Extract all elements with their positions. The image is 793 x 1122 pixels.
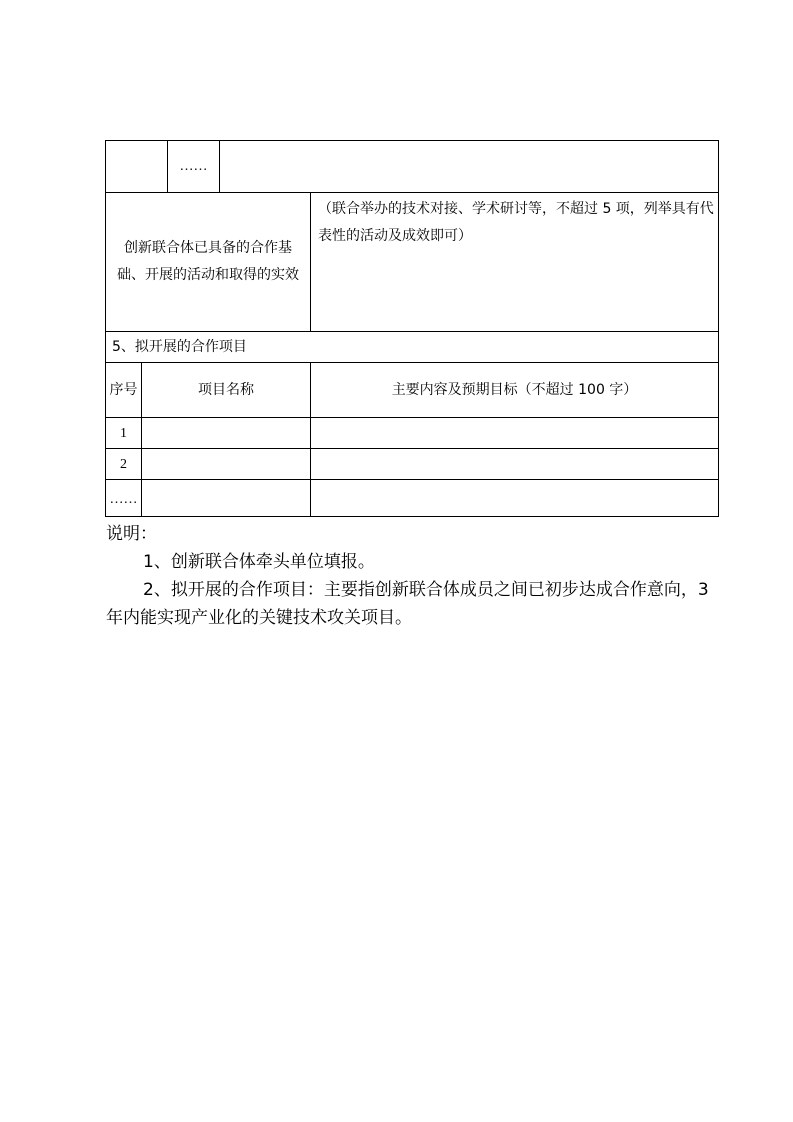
section5-row bbox=[106, 332, 719, 363]
row-content-cell[interactable] bbox=[311, 480, 719, 517]
row-index: 1 bbox=[106, 418, 142, 449]
continuation-ellipsis: …… bbox=[168, 141, 220, 193]
col-content-header: 主要内容及预期目标（不超过 100 字） bbox=[311, 363, 719, 418]
continuation-cell-3 bbox=[220, 141, 719, 193]
row-name-cell[interactable] bbox=[142, 480, 311, 517]
notes-title: 说明： bbox=[106, 524, 157, 544]
table-row bbox=[106, 480, 719, 517]
table-row bbox=[106, 418, 719, 449]
continuation-cell-1 bbox=[106, 141, 168, 193]
row-index: …… bbox=[106, 480, 142, 517]
continuation-row bbox=[106, 141, 719, 193]
notes-section bbox=[106, 520, 726, 632]
row-content-cell[interactable] bbox=[311, 418, 719, 449]
table-row bbox=[106, 449, 719, 480]
row-index: 2 bbox=[106, 449, 142, 480]
section5-title: 5、拟开展的合作项目 bbox=[106, 332, 719, 363]
form-table bbox=[105, 140, 719, 517]
col-index-header: 序号 bbox=[106, 363, 142, 418]
form-table-wrapper bbox=[105, 140, 718, 517]
notes-item-2: 2、拟开展的合作项目：主要指创新联合体成员之间已初步达成合作意向，3 年内能实现产业化的关键技术攻关项目。 bbox=[106, 580, 709, 628]
row-name-cell[interactable] bbox=[142, 418, 311, 449]
row-content-cell[interactable] bbox=[311, 449, 719, 480]
foundation-row bbox=[106, 193, 719, 332]
foundation-label: 创新联合体已具备的合作基础、开展的活动和取得的实效 bbox=[106, 193, 311, 332]
notes-item-1: 1、创新联合体牵头单位填报。 bbox=[143, 552, 375, 572]
foundation-input-cell[interactable] bbox=[311, 193, 719, 332]
foundation-hint: （联合举办的技术对接、学术研讨等，不超过 5 项，列举具有代表性的活动及成效即可） bbox=[318, 201, 714, 244]
col-name-header: 项目名称 bbox=[142, 363, 311, 418]
project-header-row bbox=[106, 363, 719, 418]
row-name-cell[interactable] bbox=[142, 449, 311, 480]
